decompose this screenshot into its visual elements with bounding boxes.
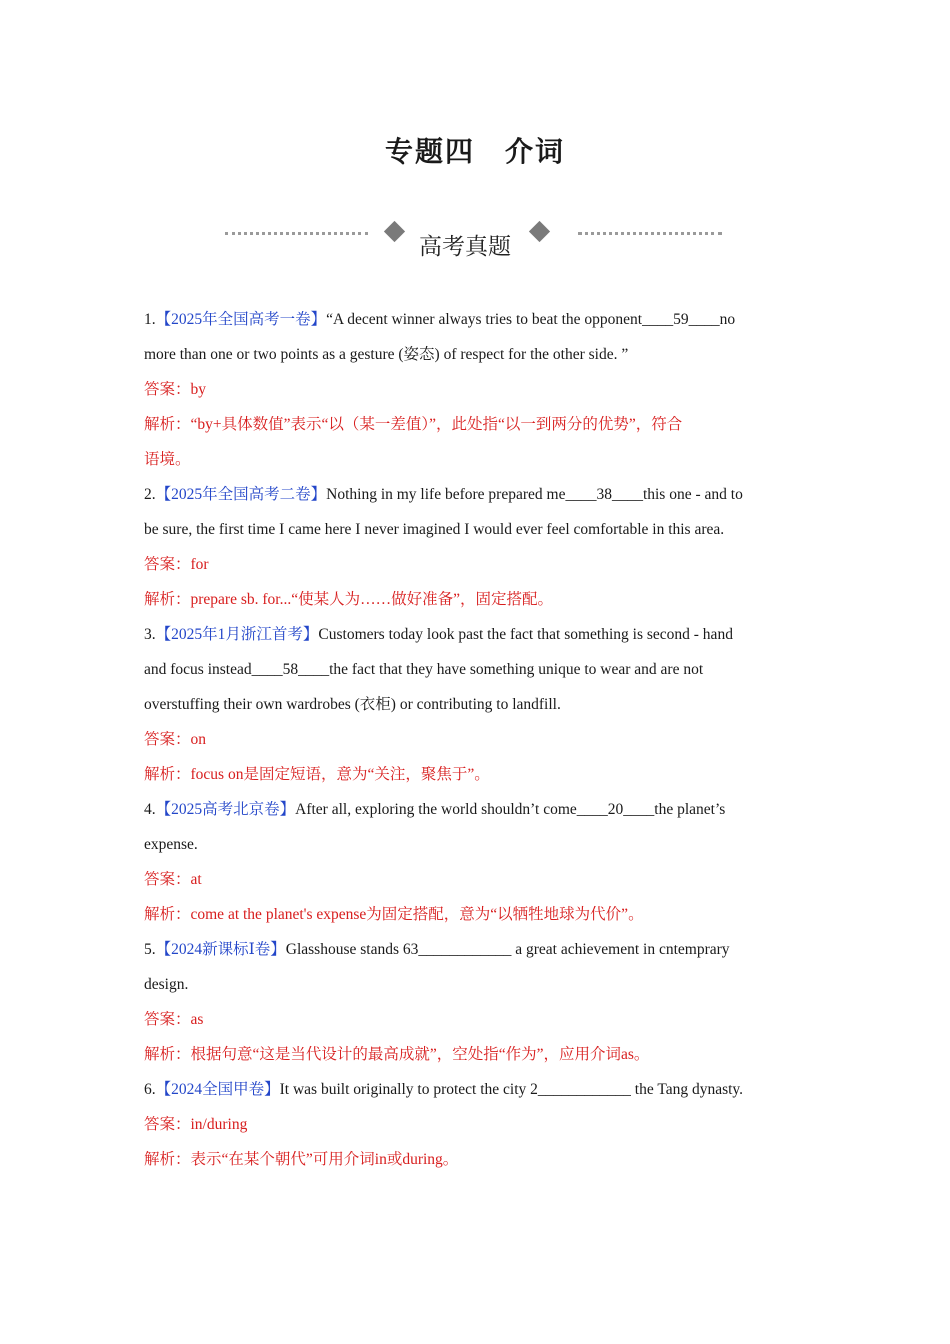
answer-text: 答案：for: [144, 556, 209, 573]
explanation-text: 解析：表示“在某个朝代”可用介词in或during。: [144, 1151, 459, 1168]
question-item: [144, 792, 796, 932]
explanation-text: 解析：根据句意“这是当代设计的最高成就”，空处指“作为”，应用介词as。: [144, 1046, 650, 1063]
question-source: 【2024新课标Ⅰ卷】: [155, 941, 286, 958]
question-list: [144, 302, 796, 1177]
question-item: [144, 302, 796, 477]
question-number: 4.: [144, 801, 156, 818]
question-line: expense.: [144, 836, 198, 853]
question-item: [144, 1072, 796, 1177]
question-line: After all, exploring the world shouldn’t come____20____the planet’s: [295, 801, 726, 818]
answer-text: 答案：by: [144, 381, 207, 398]
dotted-divider-right: [578, 232, 722, 235]
question-item: [144, 932, 796, 1072]
question-line: and focus instead____58____the fact that they have something unique to wear and are not: [144, 661, 704, 678]
question-source: 【2025年全国高考一卷】: [155, 311, 327, 328]
question-text: [144, 617, 796, 652]
question-line: overstuffing their own wardrobes (衣柜) or contributing to landfill.: [144, 696, 561, 713]
question-line: be sure, the first time I came here I never imagined I would ever feel comfortable in this area.: [144, 521, 725, 538]
question-line: design.: [144, 976, 189, 993]
question-number: 1.: [144, 311, 156, 328]
section-header: [0, 214, 950, 264]
page-title: 专题四 介词: [384, 135, 565, 168]
question-text: [144, 1072, 796, 1107]
question-line: “A decent winner always tries to beat the opponent____59____no: [326, 311, 736, 328]
question-line: Glasshouse stands 63____________ a great achievement in cntemprary: [285, 941, 730, 958]
question-text: [144, 792, 796, 827]
explanation-text: 解析：prepare sb. for...“使某人为……做好准备”，固定搭配。: [144, 591, 553, 608]
dotted-divider-left: [225, 232, 368, 235]
question-line: It was built originally to protect the city 2____________ the Tang dynasty.: [279, 1081, 744, 1098]
question-source: 【2025年全国高考二卷】: [155, 486, 327, 503]
diamond-icon: [529, 221, 550, 242]
question-number: 2.: [144, 486, 156, 503]
explanation-text: 解析：come at the planet's expense为固定搭配，意为“以牺牲地球为代价”。: [144, 906, 644, 923]
question-line: Nothing in my life before prepared me____38____this one - and to: [326, 486, 743, 503]
question-text: [144, 477, 796, 512]
question-source: 【2025高考北京卷】: [155, 801, 296, 818]
question-source: 【2024全国甲卷】: [155, 1081, 280, 1098]
question-number: 6.: [144, 1081, 156, 1098]
question-text: [144, 932, 796, 967]
question-text: [144, 302, 796, 337]
answer-text: 答案：on: [144, 731, 207, 748]
question-item: [144, 477, 796, 617]
question-line: Customers today look past the fact that something is second - hand: [318, 626, 733, 643]
answer-text: 答案：as: [144, 1011, 204, 1028]
question-source: 【2025年1月浙江首考】: [155, 626, 319, 643]
question-line: more than one or two points as a gesture (姿态) of respect for the other side. ”: [144, 346, 629, 363]
answer-text: 答案：in/during: [144, 1116, 248, 1133]
explanation-text: 解析：“by+具体数值”表示“以（某一差值）”，此处指“以一到两分的优势”，符合: [144, 416, 683, 433]
answer-text: 答案：at: [144, 871, 202, 888]
explanation-text: 解析：focus on是固定短语，意为“关注，聚焦于”。: [144, 766, 490, 783]
question-number: 3.: [144, 626, 156, 643]
explanation-text: 语境。: [144, 451, 191, 468]
question-item: [144, 617, 796, 792]
question-number: 5.: [144, 941, 156, 958]
section-label: 高考真题: [419, 234, 511, 260]
